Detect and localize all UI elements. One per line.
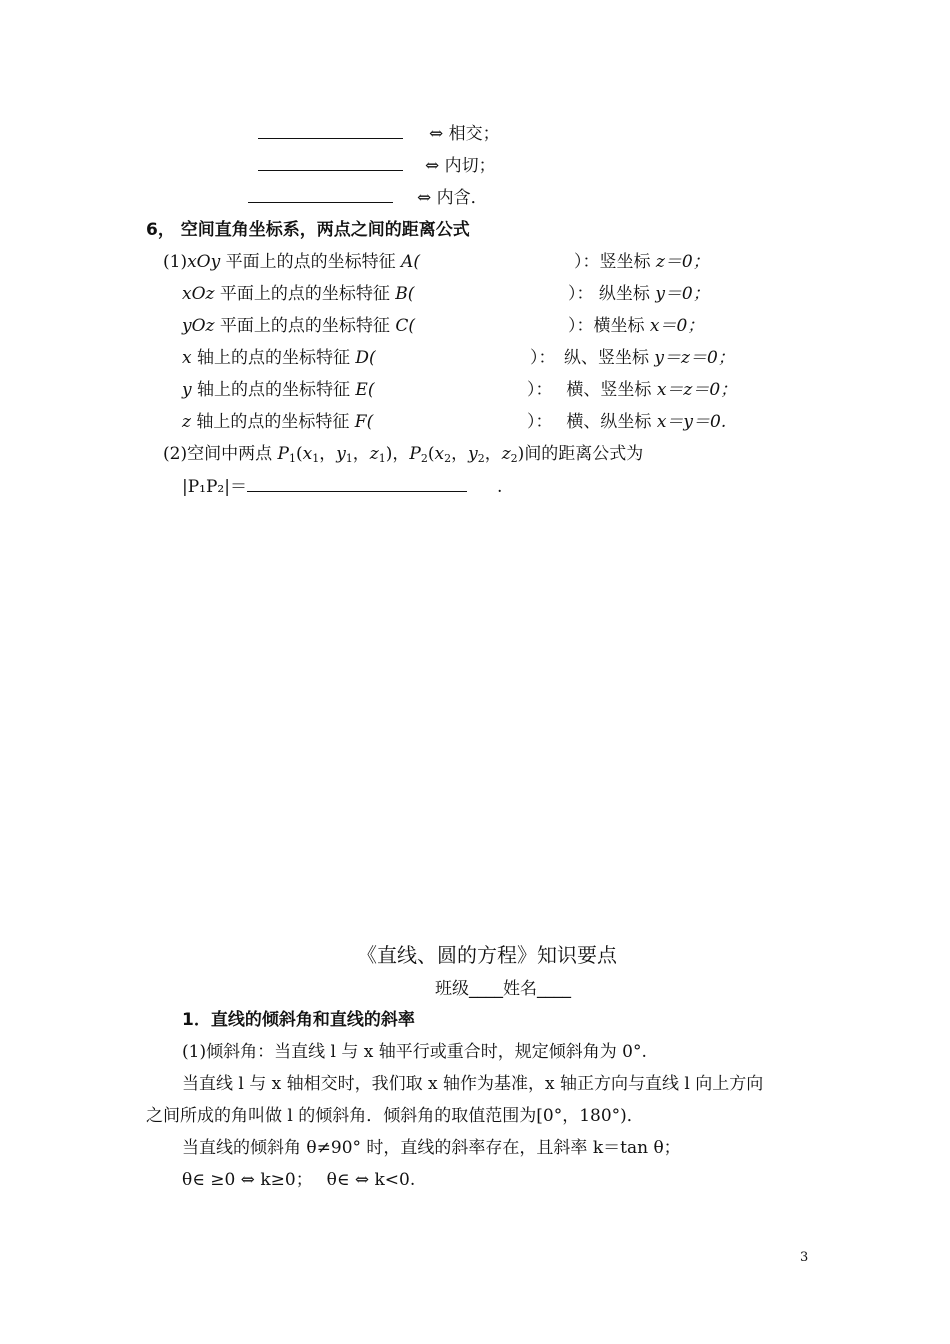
rule-eq: x＝y＝0. xyxy=(656,412,727,432)
z-axis-rule xyxy=(527,411,726,433)
answer-blank xyxy=(248,186,393,203)
page-number: 3 xyxy=(800,1250,809,1265)
relation-internally-tangent: ⇔ 内切； xyxy=(425,156,496,176)
axis-label: x xyxy=(182,348,192,368)
rule-text: ）： 横、纵坐标 xyxy=(527,412,652,432)
relation-contained-line xyxy=(248,186,488,209)
section-1-heading: 1．直线的倾斜角和直线的斜率 xyxy=(182,1010,415,1030)
xoy-rule xyxy=(574,251,710,273)
axis-label: y xyxy=(182,380,192,400)
s1-line-4: 当直线的倾斜角 θ≠90° 时，直线的斜率存在，且斜率 k＝tan θ； xyxy=(182,1138,681,1158)
relation-intersect-line xyxy=(258,122,500,145)
distance-formula-line xyxy=(182,475,502,498)
point-label: D( xyxy=(355,348,376,368)
distance-question-line: (2)空间中两点 $P_1(x_1$，$y_1$，$z_1$)，$P_2(x_2$，$y_2$，$z_2$)间的距离公式为 xyxy=(163,444,644,465)
rule-text: ）： 纵、竖坐标 xyxy=(530,348,649,368)
xoz-rule xyxy=(568,283,710,305)
distance-lhs: |P₁P₂|＝ xyxy=(182,477,247,497)
rule-text: ）：横坐标 xyxy=(568,316,645,336)
plane-desc: 平面上的点的坐标特征 xyxy=(225,252,396,272)
relation-intersect: ⇔ 相交； xyxy=(429,124,500,144)
point-label: E( xyxy=(355,380,375,400)
point-label: F( xyxy=(354,412,374,432)
rule-eq: z＝0； xyxy=(655,252,710,272)
answer-blank xyxy=(258,154,403,171)
plane-desc: 平面上的点的坐标特征 xyxy=(219,284,390,304)
relation-contained: ⇔ 内含． xyxy=(417,188,488,208)
plane-label: xOz xyxy=(182,284,215,304)
x-axis-rule xyxy=(530,347,735,369)
section-6-heading: 6， 空间直角坐标系，两点之间的距离公式 xyxy=(146,220,470,240)
point-label: C( xyxy=(395,316,415,336)
rule-eq: x＝z＝0； xyxy=(656,380,738,400)
x-axis-line xyxy=(182,347,376,369)
y-axis-line xyxy=(182,379,374,401)
question-text: (2)空间中两点 xyxy=(163,444,273,464)
point-label: A( xyxy=(401,252,420,272)
xoz-line xyxy=(182,283,414,305)
plane-label: yOz xyxy=(182,316,215,336)
y-axis-rule xyxy=(527,379,737,401)
item-number: (1) xyxy=(163,252,188,272)
s1-line-3: 之间所成的角叫做 l 的倾斜角．倾斜角的取值范围为[0°，180°)． xyxy=(146,1106,644,1126)
period: . xyxy=(496,477,503,497)
answer-blank xyxy=(258,122,403,139)
rule-eq: x＝0； xyxy=(649,316,705,336)
s1-line-2: 当直线 l 与 x 轴相交时，我们取 x 轴作为基准，x 轴正方向与直线 l 向上方向 xyxy=(182,1074,764,1094)
s1-line-1: (1)倾斜角：当直线 l 与 x 轴平行或重合时，规定倾斜角为 0°. xyxy=(182,1042,647,1062)
handout-title: 《直线、圆的方程》知识要点 xyxy=(357,943,617,967)
xoy-line xyxy=(163,251,420,273)
yoz-rule xyxy=(568,315,704,337)
axis-desc: 轴上的点的坐标特征 xyxy=(197,380,351,400)
s1-line-5: θ∈ ≥0 ⇔ k≥0； θ∈ ⇔ k<0. xyxy=(182,1170,416,1190)
rule-text: ）：竖坐标 xyxy=(574,252,651,272)
yoz-line xyxy=(182,315,415,337)
answer-blank xyxy=(247,475,467,492)
z-axis-line xyxy=(182,411,373,433)
axis-desc: 轴上的点的坐标特征 xyxy=(197,348,350,368)
rule-eq: y＝z＝0； xyxy=(654,348,735,368)
relation-internally-tangent-line xyxy=(258,154,496,177)
axis-label: z xyxy=(182,412,191,432)
plane-desc: 平面上的点的坐标特征 xyxy=(219,316,390,336)
rule-eq: y＝0； xyxy=(655,284,710,304)
rule-text: ）： 横、竖坐标 xyxy=(527,380,652,400)
axis-desc: 轴上的点的坐标特征 xyxy=(196,412,350,432)
question-text-end: 间的距离公式为 xyxy=(524,444,644,464)
rule-text: ）： 纵坐标 xyxy=(568,284,650,304)
plane-label: xOy xyxy=(187,252,221,272)
point-label: B( xyxy=(395,284,415,304)
class-name-line: 班级____姓名____ xyxy=(435,979,571,999)
